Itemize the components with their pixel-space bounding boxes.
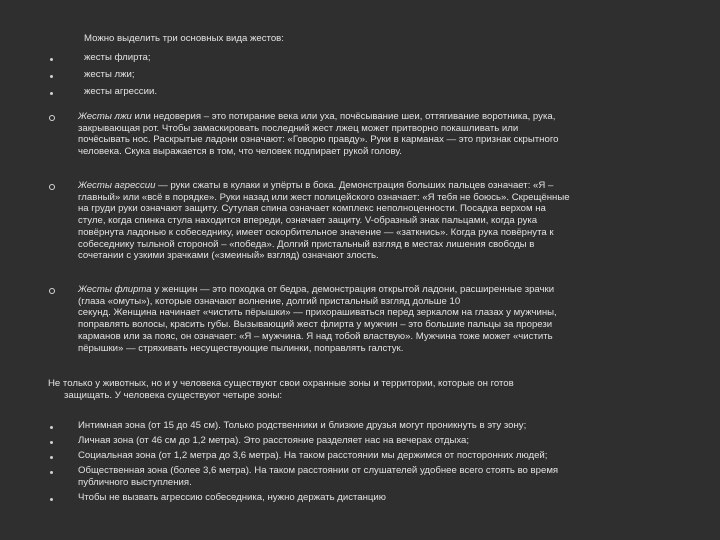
section-lie-line: человека. Скука выражается в том, что человек подпирает рукой голову. (78, 146, 402, 158)
section-flirt-line: (глаза «омуты»), которые означают волнение, долгий пристальный взгляд дольше 10 (78, 295, 461, 307)
section-flirt-line: секунд. Женщина начинает «чистить пёрышки» — прихорашиваться перед зеркалом на глазах у мужчины, (78, 307, 557, 319)
section-aggression-line: главный» или «всё в порядке». Руки назад или жест полицейского означает: «Я тебя не боюсь». Скрещённые (78, 191, 570, 203)
section-lie-gestures (78, 111, 638, 158)
section-lie-lead: Жесты лжи (78, 111, 132, 122)
intro-heading: Можно выделить три основных вида жестов: (84, 33, 284, 44)
section-aggression-gestures (78, 180, 638, 262)
section-flirt-line: карманов или за пояс, он означает: «Я – мужчина. Я над тобой властвую». Мужчина тоже может «чистить (78, 330, 553, 342)
section-lie-line: почёсывать нос. Раскрытые ладони означают: «Говорю правду». Руки в карманах — это признак скрытного (78, 134, 559, 146)
section-aggression-line: повёрнута ладонью к собеседнику, имеет оскорбительное значение — «заткнись». Когда рука повёрнута к (78, 226, 554, 238)
section-flirt-gestures (78, 284, 638, 354)
bullet-marker (50, 498, 53, 501)
section-aggression-lead: Жесты агрессии (78, 180, 156, 191)
bullet-marker (50, 92, 53, 95)
section-flirt-lead: Жесты флирта (78, 284, 152, 295)
section-aggression-line: на груди руки означают защиту. Сутулая спина означает комплекс неполноценности. Посадка верхом на (78, 203, 546, 215)
section-flirt-line: пёрышки» — стряхивать несуществующие пылинки, поправлять галстук. (78, 342, 404, 354)
section-aggression-line: сочетании с узкими зрачками («змеиный» взгляд) означают злость. (78, 250, 379, 262)
section-marker (49, 288, 55, 294)
bullet-marker (50, 471, 53, 474)
zone-personal: Личная зона (от 46 см до 1,2 метра). Это расстояние разделяет нас на вечерах отдыха; (78, 435, 470, 446)
section-lie-line: Жесты лжи или недоверия – это потирание века или уха, почёсывание шеи, оттягивание воротника, рука, (78, 111, 556, 122)
zone-distance-note: Чтобы не вызвать агрессию собеседника, нужно держать дистанцию (78, 492, 386, 503)
zones-intro-line: Не только у животных, но и у человека существуют свои охранные зоны и территории, которые он готов (48, 378, 514, 389)
section-aggression-line: собеседнику тыльной стороной – «победа». Долгий пристальный взгляд в местах лишения свободы в (78, 238, 535, 250)
section-flirt-line: Жесты флирта у женщин — это походка от бедра, демонстрация открытой ладони, расширенные зрачки (78, 284, 555, 295)
intro-item-flirt: жесты флирта; (84, 52, 151, 63)
section-aggression-line: Жесты агрессии — руки сжаты в кулаки и упёрты в бока. Демонстрация больших пальцев означает: «Я – (78, 180, 554, 191)
section-aggression-line: стуле, когда спинка стула находится впереди, означает защиту. V-образный знак пальцами, когда рука (78, 215, 538, 227)
zone-intimate: Интимная зона (от 15 до 45 см). Только родственники и близкие друзья могут проникнуть в эту зону; (78, 420, 527, 431)
zone-public-cont: публичного выступления. (78, 477, 192, 488)
section-flirt-line: поправлять волосы, красить губы. Вызывающий жест флирта у мужчин – это большие пальцы за прорези (78, 319, 553, 331)
section-marker (49, 115, 55, 121)
zones-intro-line: защищать. У человека существуют четыре зоны: (64, 390, 283, 401)
bullet-marker (50, 426, 53, 429)
zone-public: Общественная зона (более 3,6 метра). На таком расстоянии от слушателей удобнее всего стоять во время (78, 465, 559, 476)
bullet-marker (50, 456, 53, 459)
intro-item-lie: жесты лжи; (84, 69, 135, 80)
section-lie-line: закрывающая рот. Чтобы замаскировать последний жест лжец может притворно покашливать или (78, 122, 519, 134)
bullet-marker (50, 58, 53, 61)
bullet-marker (50, 75, 53, 78)
zone-social: Социальная зона (от 1,2 метра до 3,6 метра). На таком расстоянии мы держимся от посторонних людей; (78, 450, 548, 461)
section-marker (49, 184, 55, 190)
bullet-marker (50, 441, 53, 444)
intro-item-aggression: жесты агрессии. (84, 86, 157, 97)
